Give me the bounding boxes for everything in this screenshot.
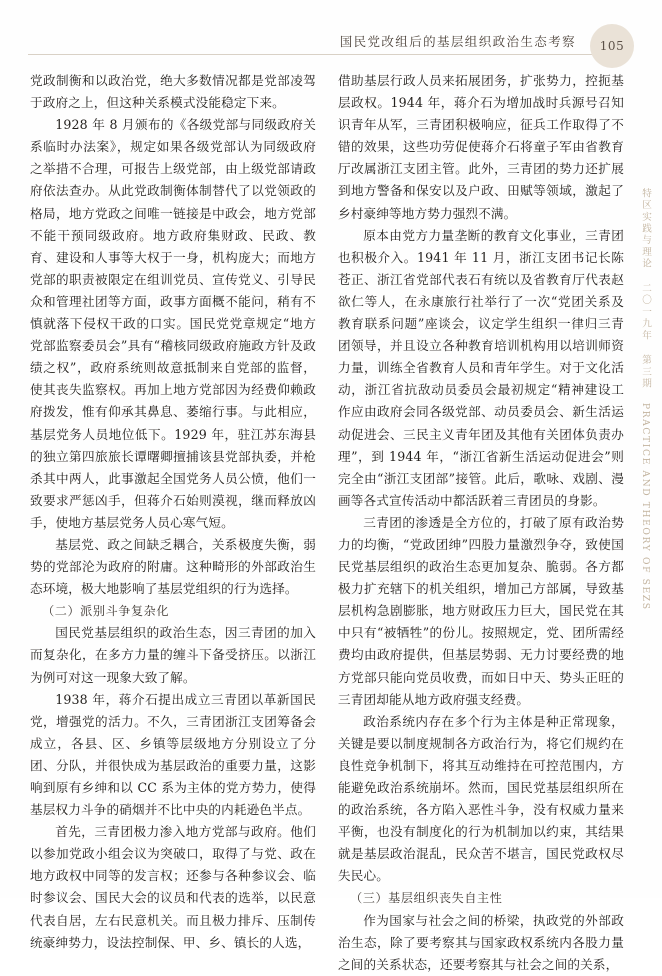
running-head: [0, 28, 662, 62]
body-paragraph: 三青团的渗透是全方位的，打破了原有政治势力的均衡，“党政团绅”四股力量激烈争夺，致使国民党基层组织的政治生态更加复杂、脆弱。各方都极力扩充辖下的机关组织，增加己方部属，导致基层机构急剧膨胀，地方财政压力巨大，国民党在其中只有“被牺牲”的份儿。按照规定，党、团所需经费均由政府提供，但基层势弱、无力讨要经费的地方党部只能向党员收费，而如日中天、势头正旺的三青团却能从地方政府强支经费。: [338, 514, 624, 707]
body-paragraph: 基层党、政之间缺乏耦合，关系极度失衡，弱势的党部沦为政府的附庸。这种畸形的外部政治生态环境，极大地影响了基层党组织的行为选择。: [30, 536, 316, 597]
column-left: [30, 70, 316, 950]
body-paragraph: 原本由党方力量垄断的教育文化事业，三青团也积极介入。1941 年 11 月，浙江支团书记长陈苍正、浙江省党部代表石有统以及省教育厅代表赵欲仁等人，在永康旅行社举行了一次“党团关系及教育联系问题”座谈会，议定学生组织一律归三青团领导，并且设立各种教育培训机构用以培训师资力量，训练全省教育人员和青年学生。对于文化活动，浙江省抗敌动员委员会最初规定“精神建设工作应由政府会同各级党部、动员委员会、新生活运动促进会、三民主义青年团及其他有关团体负责办理”，到 1944 年，“浙江省新生活运动促进会”则完全由“浙江支团部”接管。此后，歌咏、戏剧、漫画等各式宣传活动中都活跃着三青团员的身影。: [338, 227, 624, 508]
body-paragraph: 1928 年 8 月颁布的《各级党部与同级政府关系临时办法案》，规定如果各级党部认为同级政府之举措不合理，可报告上级党部，由上级党部请政府依法查办。从此党政制衡体制替代了以党领政的格局，地方党政之间唯一链接是中政会，地方党部不能干预同级政府。地方政府集财政、民政、教育、建设和人事等大权于一身，机构庞大；而地方党部的职责被限定在组训党员、宣传党义、引导民众和管理社团等方面，政事方面概不能问，稍有不慎就落下侵权干政的口实。国民党党章规定“地方党部监察委员会”具有“稽核同级政府施政方针及政绩之权”，政府系统则故意抵制来自党部的监督，使其丧失监察权。再加上地方党部因为经费仰赖政府拨发，惟有仰承其鼻息、萎缩行事。与此相应，基层党务人员地位低下。1929 年，驻江苏东海县的独立第四旅旅长谭曙卿擅捕该县党部执委，并枪杀其中两人，此事激起全国党务人员公愤，他们一致要求严惩凶手，但蒋介石始则漠视，继而释放凶手，使地方基层党务人员心寒气短。: [30, 117, 316, 530]
margin-note-latin: PRACTICE AND THEORY OF SEZS: [640, 402, 651, 611]
section-heading: （三）基层组织丧失自主性: [350, 891, 503, 906]
body-paragraph: 党政制衡和以政治党，绝大多数情况都是党部凌驾于政府之上，但这种关系模式没能稳定下来。: [30, 73, 316, 111]
body-paragraph: 作为国家与社会之间的桥梁，执政党的外部政治生态，除了要考察其与国家政权系统内各股力量之间的关系状态，还要考察其与社会之间的关系，: [338, 912, 624, 972]
body-paragraph: 1938 年，蒋介石提出成立三青团以革新国民党，增强党的活力。不久，三青团浙江支团筹备会成立，各县、区、乡镇等层级地方分别设立了分团、分队，并很快成为基层政治的重要力量，这影响到原有乡绅和以 CC 系为主体的党方势力，使得基层权力斗争的硝烟并不比中央的内耗逊色半点。: [30, 691, 316, 818]
body-paragraph: 政治系统内存在多个行为主体是种正常现象，关键是要以制度规制各方政治行为，将它们规约在良性竞争机制下，将其互动维持在可控范围内，方能避免政治系统崩坏。然而，国民党基层组织所在的政治系统，各方陷入恶性斗争，没有权威力量来平衡，也没有制度化的行为机制加以约束，其结果就是基层政治混乱，民众苦不堪言，国民党政权尽失民心。: [338, 713, 624, 884]
body-paragraph: 首先，三青团极力渗入地方党部与政府。他们以参加党政小组会议为突破口，取得了与党、政在地方政权中同等的发言权；还参与各种参议会、临时参议会、国民大会的议员和代表的选举，以民意代表自居，左右民意机关。而且极力排斥、压制传统豪绅势力，设法控制保、甲、乡、镇长的人选，: [30, 824, 316, 950]
margin-note: [630, 188, 656, 748]
body-paragraph: 国民党基层组织的政治生态，因三青团的加入而复杂化，在多方力量的缠斗下备受挤压。以浙江为例可对这一现象大致了解。: [30, 625, 316, 685]
column-right: [338, 70, 624, 972]
margin-note-issue: 二〇一九年 第三期: [640, 283, 651, 390]
running-head-title: 国民党改组后的基层组织政治生态考察: [339, 34, 576, 49]
body-columns: [30, 70, 624, 972]
margin-note-journal: 特区实践与理论: [640, 188, 651, 270]
page-number-badge: 105: [590, 24, 634, 68]
header-divider: [28, 54, 626, 55]
body-paragraph: 借助基层行政人员来拓展团务，扩张势力，控扼基层政权。1944 年，蒋介石为增加战时兵源号召知识青年从军，三青团积极响应，征兵工作取得了不错的效果，这些功劳促使蒋介石将童子军由省教育厅改属浙江支团主管。此外，三青团的势力还扩展到地方警备和保安以及户政、田赋等领域，激起了乡村豪绅等地方势力强烈不满。: [338, 73, 624, 221]
section-heading: （二）派别斗争复杂化: [42, 604, 170, 619]
